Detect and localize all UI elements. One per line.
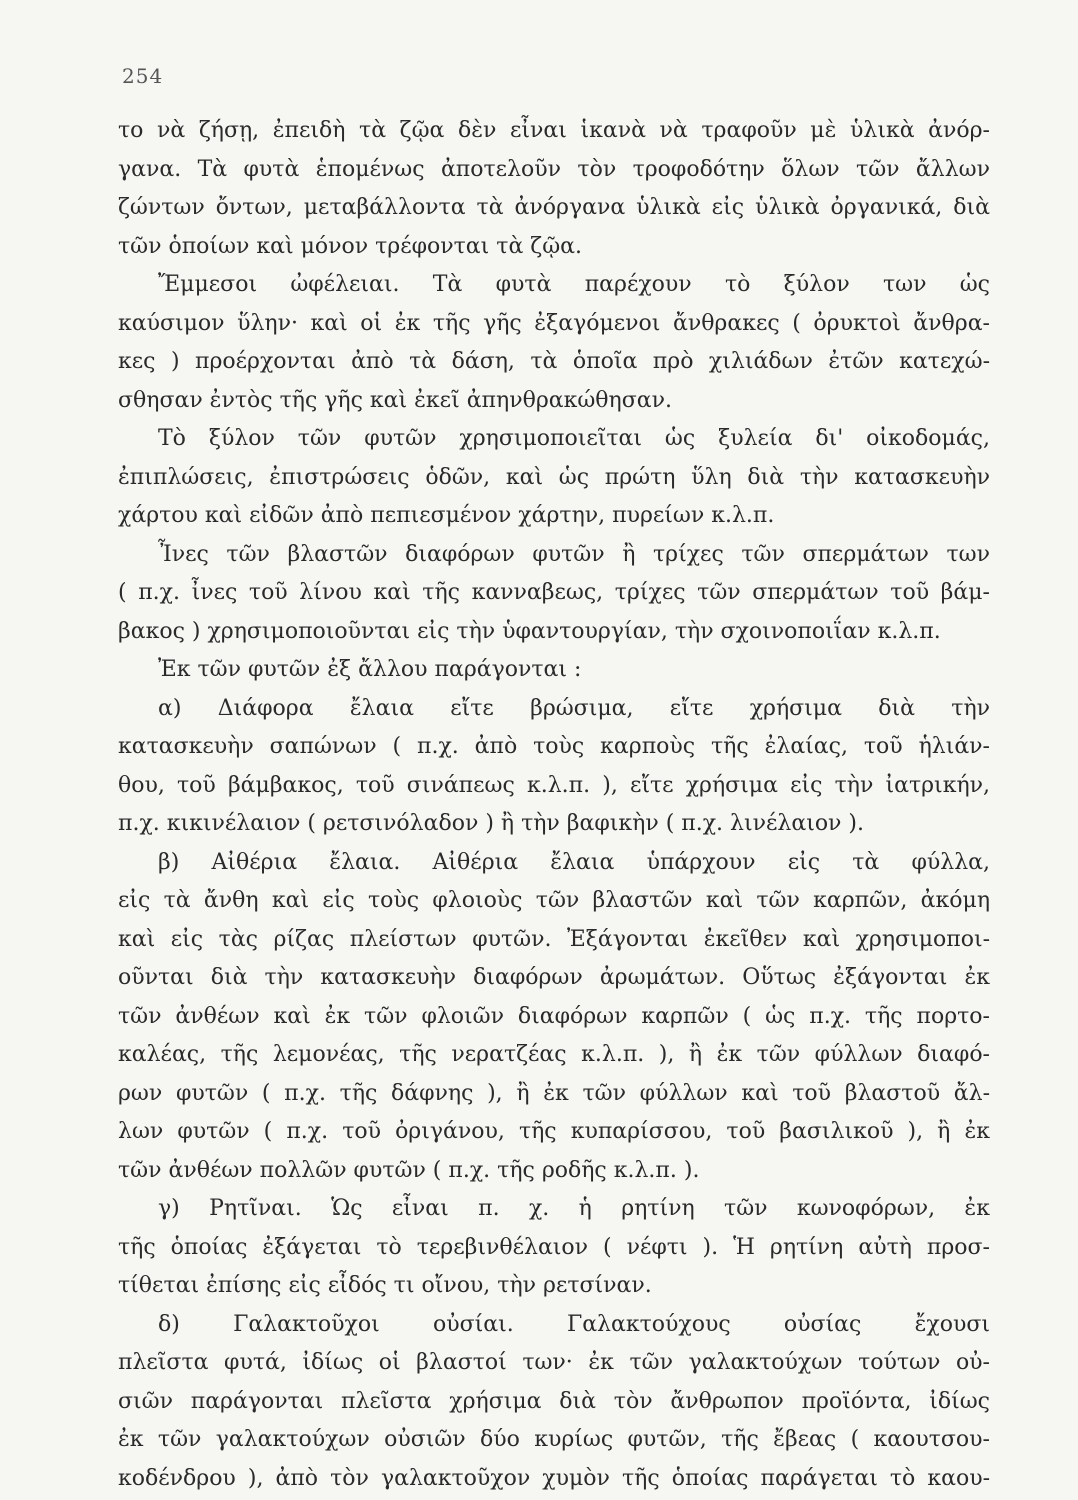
text-line: Ἔμμεσοι ὠφέλειαι. Τὰ φυτὰ παρέχουν τὸ ξύλον των ὡς	[158, 272, 990, 297]
text-line: τῶν ὁποίων καὶ μόνον τρέφονται τὰ ζῷα.	[118, 233, 583, 259]
text-line: ζώντων ὄντων, μεταβάλλοντα τὰ ἀνόργανα ὑλικὰ εἰς ὑλικὰ ὀργανικά, διὰ	[118, 195, 990, 220]
text-line: β) Αἰθέρια ἔλαια. Αἰθέρια ἔλαια ὑπάρχουν εἰς τὰ φύλλα,	[158, 849, 990, 875]
text-line: τῶν ἀνθέων καὶ ἐκ τῶν φλοιῶν διαφόρων καρπῶν ( ὡς π.χ. τῆς πορτο-	[118, 1003, 990, 1029]
text-line: Ἐκ τῶν φυτῶν ἐξ ἄλλου παράγονται :	[158, 657, 582, 682]
text-line: Τὸ ξύλον τῶν φυτῶν χρησιμοποιεῖται ὡς ξυλεία δι' οἰκοδομάς,	[158, 426, 990, 451]
text-line: δ) Γαλακτοῦχοι οὐσίαι. Γαλακτούχους οὐσίας ἔχουσι	[158, 1311, 990, 1337]
text-line: καλέας, τῆς λεμονέας, τῆς νερατζέας κ.λ.π. ), ἢ ἐκ τῶν φύλλων διαφό-	[118, 1042, 990, 1067]
text-line: π.χ. κικινέλαιον ( ρετσινόλαδον ) ἢ τὴν βαφικὴν ( π.χ. λινέλαιον ).	[118, 811, 865, 836]
text-line: τίθεται ἐπίσης εἰς εἶδός τι οἴνου, τὴν ρετσίναν.	[118, 1273, 652, 1298]
text-line: ρων φυτῶν ( π.χ. τῆς δάφνης ), ἢ ἐκ τῶν φύλλων καὶ τοῦ βλαστοῦ ἄλ-	[118, 1080, 990, 1106]
text-line: κες ) προέρχονται ἀπὸ τὰ δάση, τὰ ὁποῖα πρὸ χιλιάδων ἐτῶν κατεχώ-	[118, 349, 990, 374]
text-line: βακος ) χρησιμοποιοῦνται εἰς τὴν ὑφαντουργίαν, τὴν σχοινοποιΐαν κ.λ.π.	[118, 618, 941, 644]
text-line: τῶν ἀνθέων πολλῶν φυτῶν ( π.χ. τῆς ροδῆς κ.λ.π. ).	[118, 1157, 700, 1183]
text-line: Ἶνες τῶν βλαστῶν διαφόρων φυτῶν ἢ τρίχες τῶν σπερμάτων των	[158, 541, 990, 567]
text-line: κοδένδρου ), ἀπὸ τὸν γαλακτοῦχον χυμὸν τῆς ὁποίας παράγεται τὸ καου-	[118, 1465, 990, 1491]
text-line: κατασκευὴν σαπώνων ( π.χ. ἀπὸ τοὺς καρποὺς τῆς ἐλαίας, τοῦ ἡλιάν-	[118, 734, 990, 759]
text-line: σιῶν παράγονται πλεῖστα χρήσιμα διὰ τὸν ἄνθρωπον προϊόντα, ἰδίως	[118, 1388, 990, 1414]
text-line: ἐπιπλώσεις, ἐπιστρώσεις ὁδῶν, καὶ ὡς πρώτη ὕλη διὰ τὴν κατασκευὴν	[118, 464, 990, 490]
text-line: χάρτου καὶ εἰδῶν ἀπὸ πεπιεσμένον χάρτην, πυρείων κ.λ.π.	[118, 503, 775, 528]
page-number: 254	[122, 64, 164, 88]
text-line: ἐκ τῶν γαλακτούχων οὐσιῶν δύο κυρίως φυτῶν, τῆς ἔβεας ( καουτσου-	[118, 1427, 990, 1452]
body-text	[118, 112, 990, 1498]
text-line: γανα. Τὰ φυτὰ ἑπομένως ἀποτελοῦν τὸν τροφοδότην ὅλων τῶν ἄλλων	[118, 156, 990, 182]
text-line: θου, τοῦ βάμβακος, τοῦ σινάπεως κ.λ.π. ), εἴτε χρήσιμα εἰς τὴν ἰατρικήν,	[118, 772, 990, 798]
text-line: καὶ εἰς τὰς ρίζας πλείστων φυτῶν. Ἐξάγονται ἐκεῖθεν καὶ χρησιμοποι-	[118, 926, 990, 952]
text-line: γ) Ρητῖναι. Ὡς εἶναι π. χ. ἡ ρητίνη τῶν κωνοφόρων, ἐκ	[158, 1196, 990, 1221]
text-line: πλεῖστα φυτά, ἰδίως οἱ βλαστοί των· ἐκ τῶν γαλακτούχων τούτων οὐ-	[118, 1350, 990, 1375]
text-line: σθησαν ἐντὸς τῆς γῆς καὶ ἐκεῖ ἀπηνθρακώθησαν.	[118, 387, 672, 413]
text-line: καύσιμον ὕλην· καὶ οἱ ἐκ τῆς γῆς ἐξαγόμενοι ἄνθρακες ( ὀρυκτοὶ ἄνθρα-	[118, 310, 990, 336]
text-line: εἰς τὰ ἄνθη καὶ εἰς τοὺς φλοιοὺς τῶν βλαστῶν καὶ τῶν καρπῶν, ἀκόμη	[118, 888, 990, 913]
text-line: το νὰ ζήσῃ, ἐπειδὴ τὰ ζῷα δὲν εἶναι ἱκανὰ νὰ τραφοῦν μὲ ὑλικὰ ἀνόρ-	[118, 118, 990, 143]
text-line: τῆς ὁποίας ἐξάγεται τὸ τερεβινθέλαιον ( νέφτι ). Ἡ ρητίνη αὐτὴ προσ-	[118, 1234, 990, 1260]
text-line: λων φυτῶν ( π.χ. τοῦ ὀριγάνου, τῆς κυπαρίσσου, τοῦ βασιλικοῦ ), ἢ ἐκ	[118, 1119, 990, 1144]
text-line: οῦνται διὰ τὴν κατασκευὴν διαφόρων ἀρωμάτων. Οὕτως ἐξάγονται ἐκ	[118, 965, 990, 990]
text-line: ( π.χ. ἶνες τοῦ λίνου καὶ τῆς κανναβεως, τρίχες τῶν σπερμάτων τοῦ βάμ-	[118, 580, 990, 605]
text-line: α) Διάφορα ἔλαια εἴτε βρώσιμα, εἴτε χρήσιμα διὰ τὴν	[158, 695, 990, 721]
